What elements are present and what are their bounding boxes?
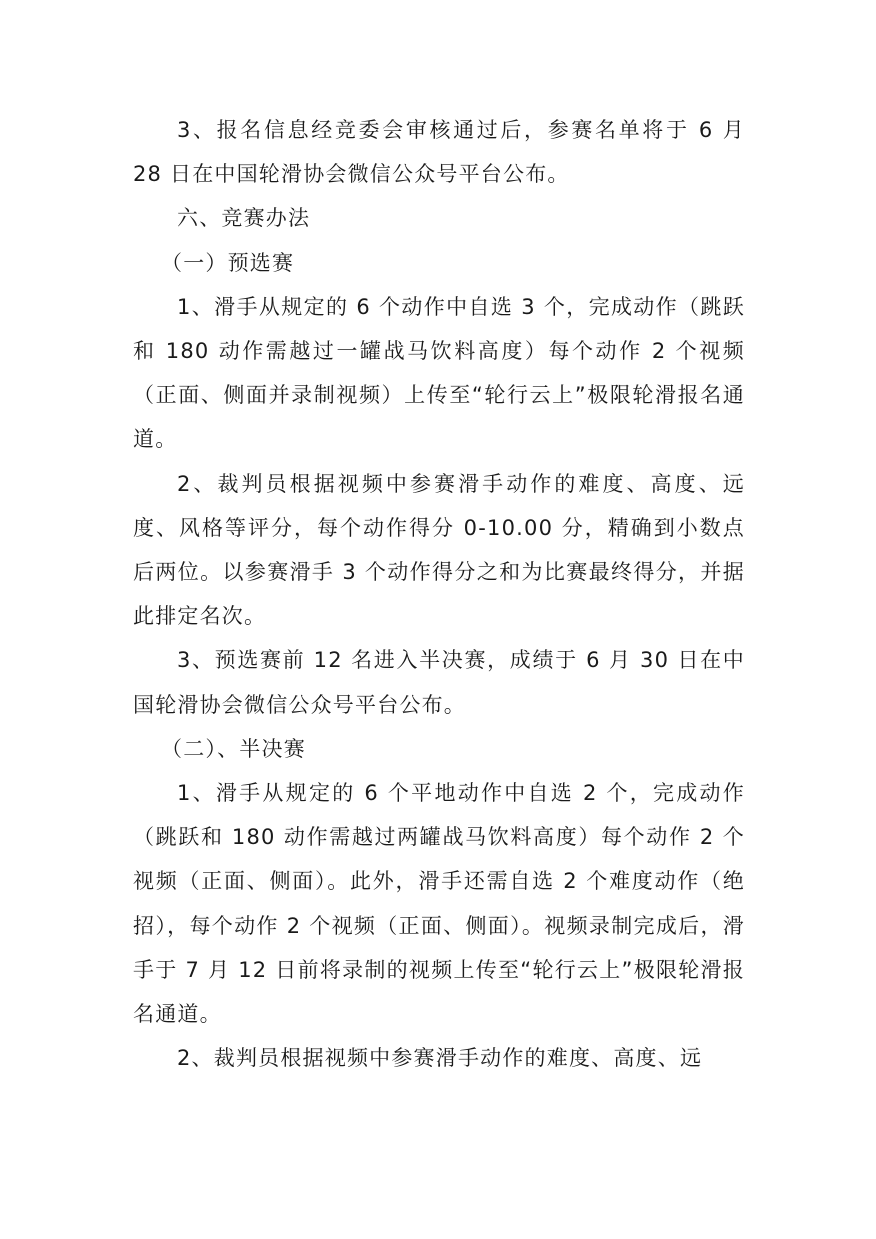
paragraph-preliminary-rule-1: 1、滑手从规定的 6 个动作中自选 3 个，完成动作（跳跃和 180 动作需越过一罐战马饮料高度）每个动作 2 个视频（正面、侧面并录制视频）上传至“轮行云上”极限轮滑报名通道。	[133, 294, 745, 452]
paragraph-semifinal-rule-1: 1、滑手从规定的 6 个平地动作中自选 2 个，完成动作（跳跃和 180 动作需越过两罐战马饮料高度）每个动作 2 个视频（正面、侧面）。此外，滑手还需自选 2 个难度动作（绝招），每个动作 2 个视频（正面、侧面）。视频录制完成后，滑手于 7 月 12 日前将录制的视频上传至“轮行云上”极限轮滑报名通道。	[133, 781, 745, 1027]
subheading-semifinal: （二）、半决赛	[161, 736, 306, 761]
subheading-preliminary: （一）预选赛	[161, 250, 295, 275]
paragraph-semifinal-rule-2: 2、裁判员根据视频中参赛滑手动作的难度、高度、远	[177, 1046, 703, 1071]
document-body	[133, 108, 745, 1080]
paragraph-preliminary-rule-3: 3、预选赛前 12 名进入半决赛，成绩于 6 月 30 日在中国轮滑协会微信公众号平台公布。	[133, 648, 745, 717]
paragraph-preliminary-rule-2: 2、裁判员根据视频中参赛滑手动作的难度、高度、远度、风格等评分，每个动作得分 0-10.00 分，精确到小数点后两位。以参赛滑手 3 个动作得分之和为比赛最终得分，并据此排定名次。	[133, 471, 745, 629]
paragraph-registration-review: 3、报名信息经竞委会审核通过后，参赛名单将于 6 月 28 日在中国轮滑协会微信公众号平台公布。	[133, 118, 745, 187]
section-heading-competition-method: 六、竞赛办法	[177, 206, 311, 231]
